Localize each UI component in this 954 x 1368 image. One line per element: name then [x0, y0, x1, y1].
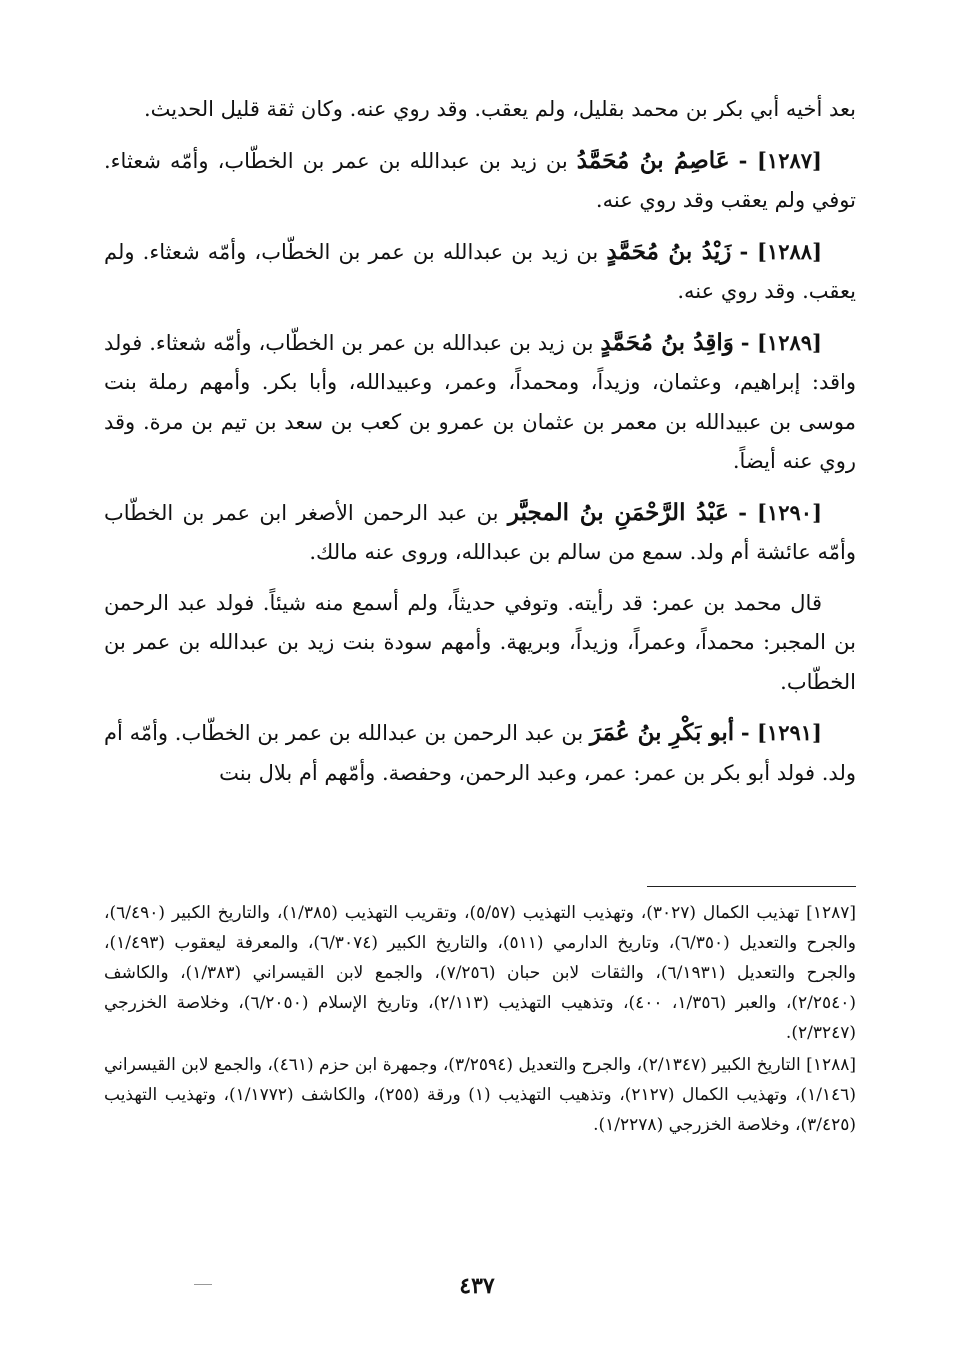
entry-text: بن عبد الرحمن بن عبدالله بن عمر بن الخطّاب. وأمّه أم ولد. فولد أبو بكر بن عمر: عمر، وعبد الرحمن، وحفصة. وأمّهم أم بلال بنت	[104, 721, 856, 785]
entry-name: وَاقِدُ بنُ مُحَمَّدٍ	[600, 328, 734, 356]
page-number: ٤٣٧	[459, 1273, 495, 1299]
entry-text: بن زيد بن عبدالله بن عمر بن الخطّاب، وأمّه شعثاء. توفي ولم يعقب وقد روي عنه.	[104, 148, 856, 212]
entry-number: [١٢٩٠] -	[738, 499, 822, 525]
main-text	[104, 90, 856, 804]
footnote-divider	[647, 886, 856, 887]
footnote-1288: [١٢٨٨] التاريخ الكبير (٢/١٣٤٧)، والجرح والتعديل (٣/٢٥٩٤)، وجمهرة ابن حزم (٤٦١)، والجمع لابن القيسراني (١/١٤٦)، وتهذيب الكمال (٢١٢٧)، وتذهيب التهذيب (١) ورقة (٢٥٥)، والكاشف (١/١٧٧٢)، وتهذيب التهذيب (٣/٤٢٥)، وخلاصة الخزرجي (١/٢٢٧٨).	[104, 1055, 856, 1135]
entry-name: عَبْدُ الرَّحْمَنِ بنُ المجبَّر	[507, 498, 729, 526]
entry-1288	[104, 232, 856, 312]
entry-text: بن زيد بن عبدالله بن عمر بن الخطّاب، وأمّه شعثاء. فولد واقد: إبراهيم، وعثمان، وزيداً، ومحمداً، وعمر، وعبيدالله، وأبا بكر. وأمهم رملة بنت موسى بن عبيدالله بن معمر بن عثمان بن عمرو بن كعب بن سعد بن تيم بن مرة. وقد روي عنه أيضاً.	[104, 330, 856, 473]
entry-text: بن عبد الرحمن الأصغر ابن عمر بن الخطّاب وأمّه عائشة أم ولد. سمع من سالم بن عبدالله، وروى عنه مالك.	[104, 500, 856, 564]
entry-name: عَاصِمُ بنُ مُحَمَّدُ	[576, 146, 730, 174]
entry-number: [١٢٨٨] -	[739, 238, 822, 264]
footnote-1287: [١٢٨٧] تهذيب الكمال (٣٠٢٧)، وتهذيب التهذيب (٥/٥٧)، وتقريب التهذيب (١/٣٨٥)، والتاريخ الكبير (٦/٤٩٠)، والجرح والتعديل (٦/٣٥٠)، وتاريخ الدارمي (٥١١)، والتاريخ الكبير (٦/٣٠٧٤)، والمعرفة ليعقوب (١/٤٩٣)، والجرح والتعديل (٦/١٩٣١)، والثقات لابن حبان (٧/٢٥٦)، والجمع لابن القيسراني (١/٣٨٣)، والكاشف (٢/٢٥٤٠)، والعبر (١/٣٥٦، ٤٠٠)، وتذهيب التهذيب (٢/١١٣)، وتاريخ الإسلام (٦/٢٠٥٠)، وخلاصة الخزرجي (٢/٣٢٤٧).	[104, 903, 857, 1043]
entry-1291	[104, 713, 856, 793]
entry-1290	[104, 493, 856, 573]
paragraph-qal: قال محمد بن عمر: قد رأيته. وتوفي حديثاً، ولم أسمع منه شيئاً. فولد عبد الرحمن بن المجبر: محمداً، وعمراً، وزيداً، وبريهة. وأمهم سودة بنت زيد بن عبدالله بن عمر بن الخطّاب.	[104, 590, 856, 694]
entry-number: [١٢٩١] -	[740, 720, 822, 745]
entry-number: [١٢٨٧] -	[738, 147, 822, 173]
entry-number: [١٢٨٩] -	[740, 329, 822, 355]
entry-1287	[104, 141, 856, 221]
footnotes	[104, 898, 856, 1142]
paragraph-intro: بعد أخيه أبي بكر بن محمد بقليل، ولم يعقب. وقد روي عنه. وكان ثقة قليل الحديث.	[144, 97, 856, 121]
entry-1289	[104, 323, 856, 482]
entry-text: بن زيد بن عبدالله بن عمر بن الخطّاب، وأمّه شعثاء. ولم يعقب. وقد روي عنه.	[104, 239, 856, 303]
entry-name: زَيْدُ بنُ مُحَمَّدٍ	[606, 237, 732, 265]
entry-name: أبو بَكْرِ بنُ عُمَرَ	[589, 719, 735, 746]
